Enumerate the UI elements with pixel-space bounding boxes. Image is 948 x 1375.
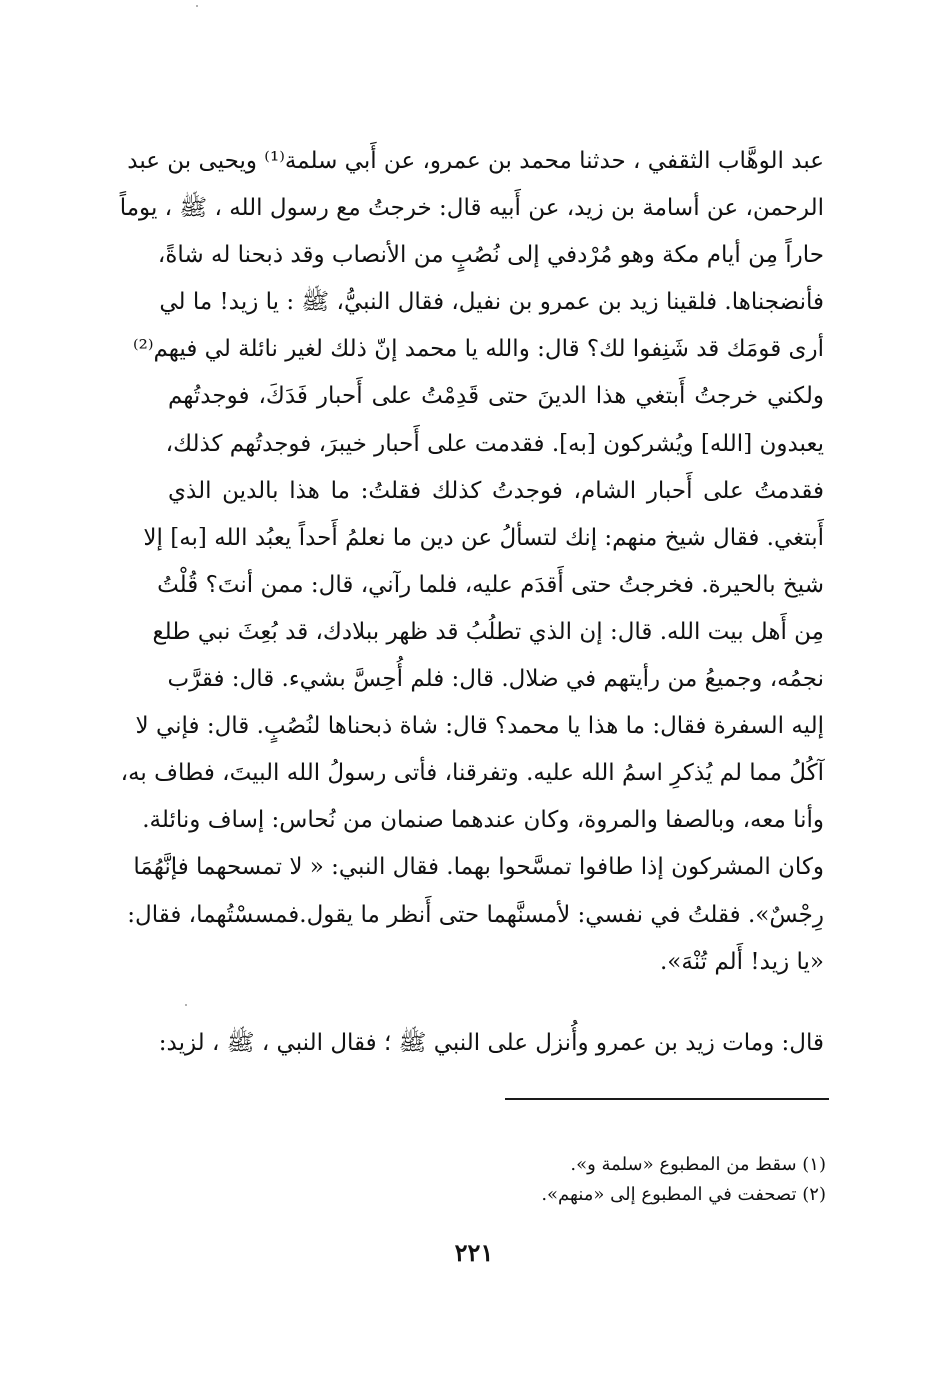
scan-speck	[185, 1004, 187, 1006]
text-line: مِن أَهل بيت الله. قال: إن الذي تطلُبُ قد ظهر ببلادك، قد بُعِثَ نبي طلع	[152, 618, 824, 645]
text-line: عبد الوهَّاب الثقفي ، حدثنا محمد بن عمرو، عن أَبي سلمة⁽¹⁾ ويحيى بن عبد	[127, 148, 824, 174]
paragraph-two: قال: ومات زيد بن عمرو وأُنزل على النبي ﷺ ؛ فقال النبي ، ﷺ ، لزيد:	[158, 1030, 824, 1056]
text-line: شيخ بالحيرة. فخرجتُ حتى أَقدَم عليه، فلما رآني، قال: ممن أنتَ؟ قُلْتُ	[157, 571, 824, 598]
text-line: أَبتغي. فقال شيخ منهم: إنك لتسألُ عن دين ما نعلمُ أَحداً يعبُد الله [به] إلا	[143, 524, 824, 551]
text-line: وكان المشركون إذا طافوا تمسَّحوا بهما. فقال النبي: « لا تمسحهما فإنَّهُمَا	[133, 854, 824, 881]
text-line: يعبدون [الله] ويُشركون [به]. فقدمت على أَحبار خيبرَ، فوجدتُهم كذلك،	[165, 430, 824, 457]
text-line: نجمُه، وجميعُ من رأيتهم في ضلال. قال: فلم أُحِسَّ بشيء. قال: فقرَّب	[167, 666, 824, 693]
scan-speck	[196, 5, 198, 7]
text-line: رِجْسٌ». فقلتُ في نفسي: لأمسنَّهما حتى أَنظر ما يقول.فمسسْتُهما، فقال:	[127, 901, 824, 928]
footnote-1: (١) سقط من المطبوع «سلمة و».	[570, 1154, 826, 1175]
text-line: إليه السفرة فقال: ما هذا يا محمد؟ قال: شاة ذبحناها لنُصُبٍ. قال: فإني لا	[135, 713, 824, 740]
text-line: فأنضجناها. فلقينا زيد بن عمرو بن نفيل، فقال النبيُّ، ﷺ : يا زيد! ما لي	[159, 289, 824, 316]
footnote-2: (٢) تصحفت في المطبوع إلى «منهم».	[541, 1184, 826, 1205]
text-line: ولكني خرجتُ أَبتغي هذا الدينَ حتى قَدِمْتُ على أَحبار فَدَكَ، فوجدتُهم	[168, 383, 824, 410]
main-text-block	[119, 138, 824, 986]
text-line: وأنا معه، وبالصفا والمروة، وكان عندهما صنمان من نُحاس: إساف ونائلة.	[142, 807, 824, 834]
text-line: فقدمتُ على أَحبار الشام، فوجدتُ كذلك فقلتُ: ما هذا بالدين الذي	[168, 477, 824, 504]
text-line: آكُلُ مما لم يُذكرِ اسمُ الله عليه. وتفرقنا، فأتى رسولُ الله البيتَ، فطاف به،	[120, 760, 824, 787]
text-line: الرحمن، عن أسامة بن زيد، عن أَبيه قال: خرجتُ مع رسول الله ، ﷺ ، يوماً	[119, 195, 824, 222]
text-line: «يا زيد! أَلم تُنْهَ».	[660, 948, 824, 975]
footnote-divider	[505, 1098, 829, 1100]
footnotes	[300, 1150, 826, 1210]
page-number: ٢٢١	[454, 1238, 494, 1267]
text-line: حاراً مِن أيام مكة وهو مُرْدفي إلى نُصُبٍ من الأنصاب وقد ذبحنا له شاةً،	[157, 242, 824, 269]
text-line: أرى قومَك قد شَنِفوا لك؟ قال: والله يا محمد إنّ ذلك لغير نائلة لي فيهم⁽²⁾	[132, 336, 824, 363]
